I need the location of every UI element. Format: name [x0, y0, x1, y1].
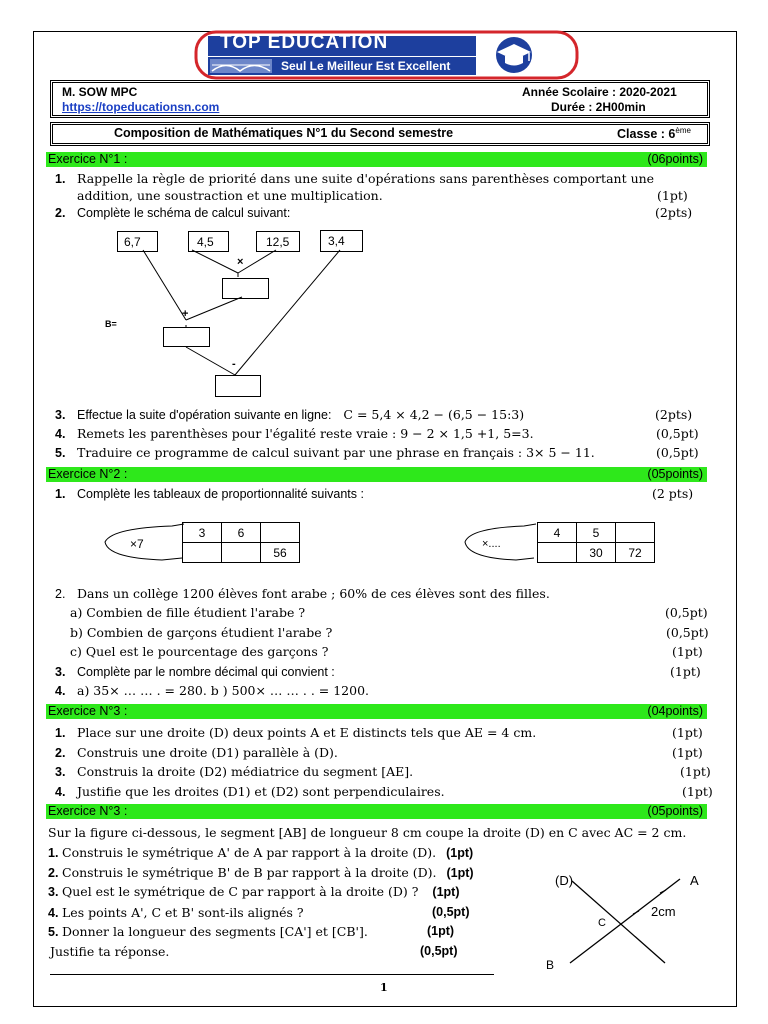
ex3-q1: 1. Place sur une droite (D) deux points A et E distincts tels que AE = 4 cm. — [55, 725, 537, 740]
ex2-q2a: a) Combien de fille étudient l'arabe ? — [70, 605, 306, 620]
table-cell: 5 — [577, 523, 616, 543]
proportionality-table-1 — [182, 522, 300, 563]
ex4-q5-points: (1pt) — [427, 924, 455, 938]
ex1-q3: 3. Effectue la suite d'opération suivante en ligne: C = 5,4 × 4,2 − (6,5 − 15:3) — [55, 407, 525, 422]
ex4-q6: Justifie ta réponse. — [50, 944, 170, 959]
scheme-box-4: 3,4 — [320, 230, 363, 252]
ex1-q4-points: (0,5pt) — [656, 426, 699, 441]
scheme-box-3: 12,5 — [256, 231, 300, 252]
ex2-q2a-points: (0,5pt) — [665, 605, 708, 620]
ex2-q3: 3. Complète par le nombre décimal qui convient : — [55, 665, 335, 679]
ex2-q1: 1. Complète les tableaux de proportionnalité suivants : — [55, 487, 364, 501]
table-cell — [261, 523, 300, 543]
scheme-op-minus: - — [232, 358, 236, 370]
table-cell: 56 — [261, 543, 300, 563]
exercise-4-title: Exercice N°3 : — [48, 804, 128, 818]
scheme-result-box-1 — [222, 278, 269, 299]
exercise-3-points: (04points) — [647, 704, 703, 718]
ex4-q1: 1. Construis le symétrique A' de A par rapport à la droite (D). (1pt) — [48, 845, 474, 860]
ex3-q1-points: (1pt) — [672, 725, 703, 740]
table-cell — [538, 543, 577, 563]
ex4-q6-points: (0,5pt) — [420, 944, 458, 958]
ex4-intro: Sur la figure ci-dessous, le segment [AB] de longueur 8 cm coupe la droite (D) en C avec AC = 2 cm. — [48, 825, 687, 840]
exam-title: Composition de Mathématiques N°1 du Second semestre — [114, 126, 454, 140]
ex2-q4: 4. a) 35× … … . = 280. b ) 500× … … . . = 1200. — [55, 683, 370, 698]
scheme-op-plus: + — [182, 308, 189, 320]
ex1-q2-points: (2pts) — [655, 205, 693, 220]
table-cell: 72 — [616, 543, 655, 563]
ex3-q3-points: (1pt) — [680, 764, 711, 779]
exercise-3-title: Exercice N°3 : — [48, 704, 128, 718]
figure-label-a: A — [690, 873, 699, 888]
ex2-q3-points: (1pt) — [670, 664, 701, 679]
ex1-q1-line2: addition, une soustraction et une multiplication. — [77, 188, 383, 203]
exercise-1-header — [46, 152, 707, 167]
figure-label-d: (D) — [555, 873, 574, 888]
table-cell: 4 — [538, 523, 577, 543]
ex3-q3: 3. Construis la droite (D2) médiatrice du segment [AE]. — [55, 764, 414, 779]
scheme-box-2: 4,5 — [188, 231, 229, 252]
proportionality-table-2 — [537, 522, 655, 563]
table2-operator: ×.... — [482, 538, 501, 550]
ex1-q2: 2. Complète le schéma de calcul suivant: — [55, 206, 291, 220]
table-row — [183, 543, 300, 563]
ex2-q2c-points: (1pt) — [672, 644, 703, 659]
table-row — [538, 543, 655, 563]
ex3-q2-points: (1pt) — [672, 745, 703, 760]
scheme-result-box-2 — [163, 327, 210, 347]
table-cell — [222, 543, 261, 563]
table-row — [538, 523, 655, 543]
exercise-2-points: (05points) — [647, 467, 703, 481]
ex2-q2b-points: (0,5pt) — [666, 625, 709, 640]
exercise-1-points: (06points) — [647, 152, 703, 166]
ex1-q5: 5. Traduire ce programme de calcul suivant par une phrase en français : 3× 5 − 11. — [55, 445, 595, 460]
table-cell: 30 — [577, 543, 616, 563]
bridge-icon — [210, 59, 272, 73]
school-year: Année Scolaire : 2020-2021 — [522, 85, 677, 99]
ex2-q2b: b) Combien de garçons étudient l'arabe ? — [70, 625, 333, 640]
ex3-q2: 2. Construis une droite (D1) parallèle à (D). — [55, 745, 338, 760]
figure-label-b: B — [546, 958, 555, 972]
exercise-2-header — [46, 467, 707, 482]
page-number: 1 — [380, 981, 388, 994]
ex4-q4: 4. Les points A', C et B' sont-ils alignés ? — [48, 905, 304, 920]
ex3-q4: 4. Justifie que les droites (D1) et (D2) sont perpendiculaires. — [55, 784, 445, 799]
graduation-cap-icon — [496, 37, 532, 73]
ex4-q5: 5. Donner la longueur des segments [CA'] et [CB']. — [48, 924, 368, 939]
scheme-result-box-3 — [215, 375, 261, 397]
exercise-4-header — [46, 804, 707, 819]
table-row — [183, 523, 300, 543]
ex4-q2: 2. Construis le symétrique B' de B par rapport à la droite (D). (1pt) — [48, 865, 474, 880]
ex1-q3-points: (2pts) — [655, 407, 693, 422]
ex1-q1-points: (1pt) — [657, 188, 688, 203]
website-link[interactable]: https://topeducationsn.com — [62, 100, 220, 114]
ex1-q1: 1. Rappelle la règle de priorité dans une suite d'opérations sans parenthèses comportant une — [55, 171, 655, 186]
ex1-q4: 4. Remets les parenthèses pour l'égalité reste vraie : 9 − 2 × 1,5 +1, 5=3. — [55, 426, 534, 441]
ex4-q3: 3. Quel est le symétrique de C par rapport à la droite (D) ? (1pt) — [48, 884, 460, 899]
ex3-q4-points: (1pt) — [682, 784, 713, 799]
ex1-q5-points: (0,5pt) — [656, 445, 699, 460]
teacher-name: M. SOW MPC — [62, 85, 138, 99]
table1-operator: ×7 — [130, 537, 144, 551]
class-level: Classe : 6ème — [617, 126, 691, 142]
brand-slogan: Seul Le Meilleur Est Excellent — [281, 59, 451, 73]
exercise-3-header — [46, 704, 707, 719]
figure-label-c: C — [598, 917, 606, 929]
table2-arrow — [462, 520, 542, 570]
ex4-q4-points: (0,5pt) — [432, 905, 470, 919]
duration: Durée : 2H00min — [551, 100, 646, 114]
scheme-op-multiply: × — [237, 256, 244, 268]
brand-name: TOP EDUCATION — [220, 32, 389, 53]
footer-rule — [50, 974, 494, 975]
table-cell — [616, 523, 655, 543]
scheme-box-1: 6,7 — [117, 231, 158, 252]
ex2-q2: 2. Dans un collège 1200 élèves font arabe ; 60% de ces élèves sont des filles. — [55, 586, 550, 601]
table-cell: 3 — [183, 523, 222, 543]
figure-label-len: 2cm — [651, 904, 676, 919]
exercise-1-title: Exercice N°1 : — [48, 152, 128, 166]
scheme-label-b: B= — [105, 319, 117, 329]
ex2-q1-points: (2 pts) — [652, 486, 694, 501]
table-cell: 6 — [222, 523, 261, 543]
ex2-q2c: c) Quel est le pourcentage des garçons ? — [70, 644, 329, 659]
exercise-4-points: (05points) — [647, 804, 703, 818]
table-cell — [183, 543, 222, 563]
exercise-2-title: Exercice N°2 : — [48, 467, 128, 481]
